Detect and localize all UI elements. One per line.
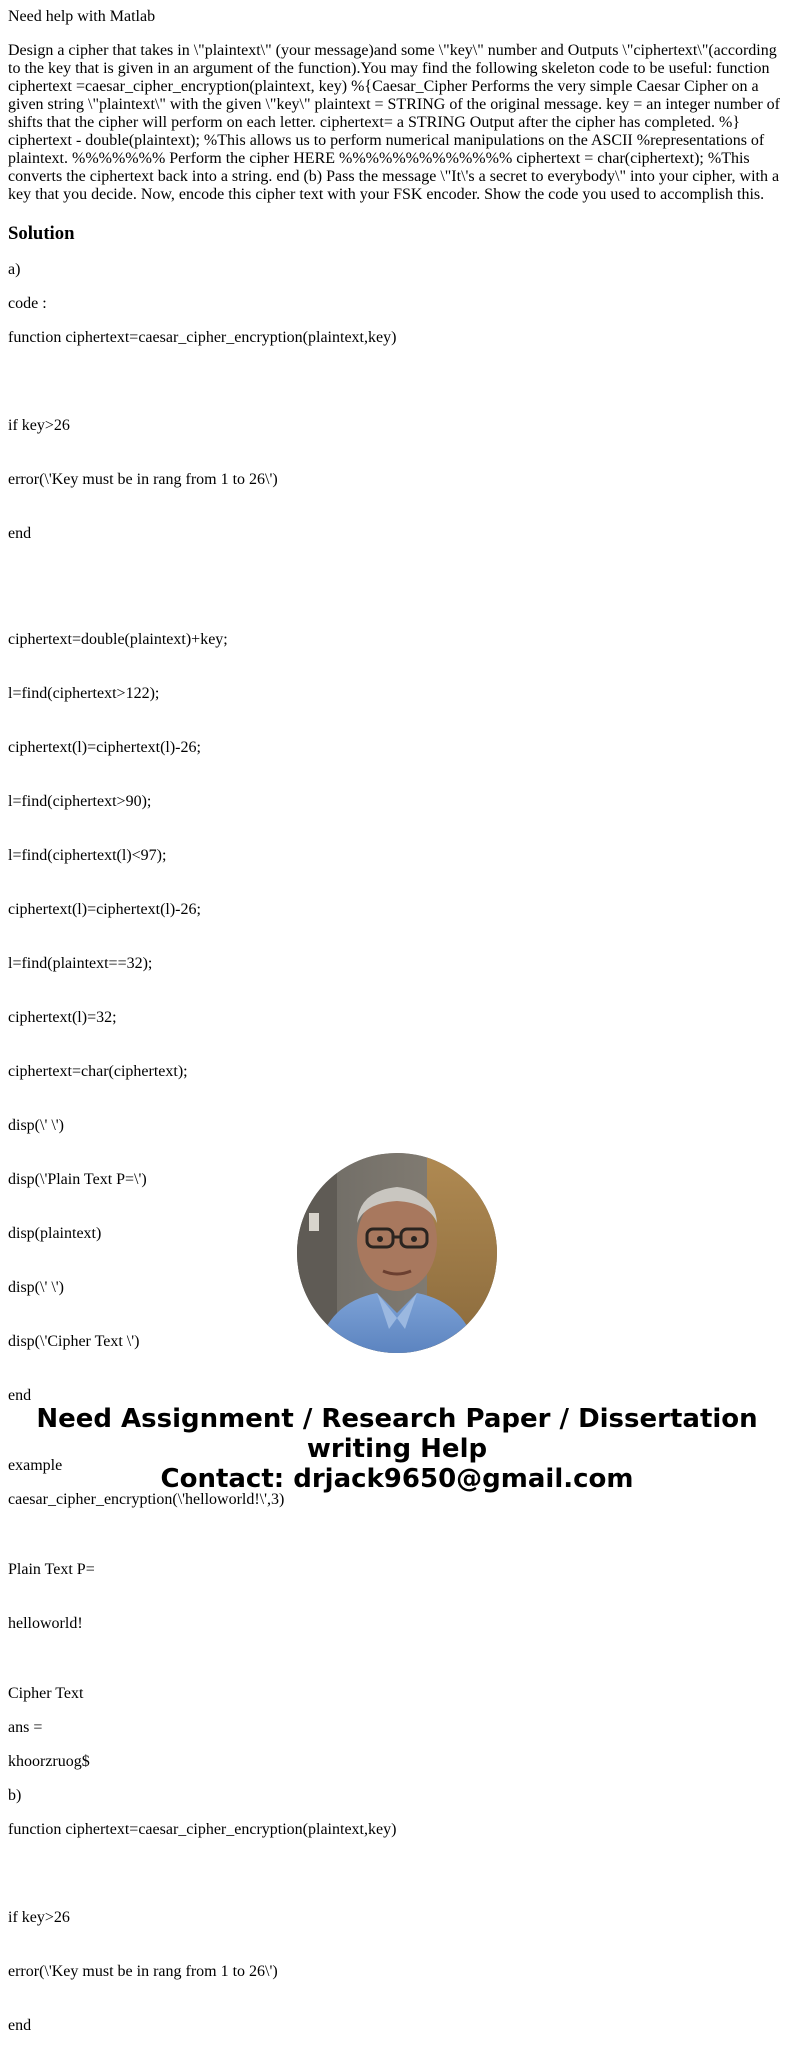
- part-a-label: a): [8, 261, 21, 278]
- example-call: caesar_cipher_encryption(\'helloworld!\',3): [8, 1491, 285, 1508]
- ans-value: khoorzruog$: [8, 1753, 90, 1770]
- help-banner: [0, 1404, 794, 1494]
- code-line: end: [8, 1387, 32, 1404]
- part-b-guard-block: [8, 1873, 786, 2071]
- blank-spacer: [8, 363, 786, 381]
- solution-heading: Solution: [8, 223, 75, 244]
- code-line: end: [8, 2017, 32, 2034]
- banner-contact: Contact: drjack9650@gmail.com: [160, 1464, 634, 1494]
- cipher-text-label: Cipher Text: [8, 1685, 84, 1702]
- banner-line: writing Help: [306, 1434, 488, 1464]
- code-line: ciphertext(l)=32;: [8, 1009, 117, 1026]
- code-line: ciphertext=char(ciphertext);: [8, 1063, 188, 1080]
- plain-text-output: [8, 1525, 786, 1669]
- code-line: disp(\'Plain Text P=\'): [8, 1171, 147, 1188]
- example-label: example: [8, 1457, 63, 1474]
- part-b-label: b): [8, 1787, 22, 1804]
- code-line: error(\'Key must be in rang from 1 to 26\'): [8, 471, 278, 488]
- key-guard-block: [8, 381, 786, 579]
- code-line: if key>26: [8, 1909, 70, 1926]
- output-line: helloworld!: [8, 1615, 83, 1632]
- question-text: Design a cipher that takes in \"plaintext\" (your message)and some \"key\" number and Outputs \"ciphertext\"(according to the key that is given in an argument of the function).You may find the following skeleton code to be useful: function ciphertext =caesar_cipher_encryption(plaintext, key) %{Caesar_Cipher Performs the very simple Caesar Cipher on a given string \"plaintext\" with the given \"key\" plaintext = STRING of the original message. key = an integer number of shifts that the cipher will perform on each letter. ciphertext= a STRING Output after the cipher has completed. %} ciphertext - double(plaintext); %This allows us to perform numerical manipulations on the ASCII %representations of plaintext. %%%%%%% Perform the cipher HERE %%%%%%%%%%%%% ciphertext = char(ciphertext); %This converts the ciphertext back into a string. end (b) Pass the message \"It\'s a secret to everybody\" into your cipher, with a key that you decide. Now, encode this cipher text with your FSK encoder. Show the code you used to accomplish this.: [8, 42, 781, 203]
- code-line: error(\'Key must be in rang from 1 to 26\'): [8, 1963, 278, 1980]
- ans-label: ans =: [8, 1719, 43, 1736]
- code-line: disp(plaintext): [8, 1225, 102, 1242]
- output-line: Plain Text P=: [8, 1561, 95, 1578]
- code-line: end: [8, 525, 32, 542]
- code-line: ciphertext(l)=ciphertext(l)-26;: [8, 901, 201, 918]
- author-avatar: [297, 1153, 497, 1353]
- part-b-signature: function ciphertext=caesar_cipher_encryption(plaintext,key): [8, 1821, 397, 1838]
- code-line: l=find(ciphertext>90);: [8, 793, 152, 810]
- code-line: l=find(ciphertext(l)<97);: [8, 847, 167, 864]
- code-line: disp(\' \'): [8, 1117, 64, 1134]
- code-line: ciphertext=double(plaintext)+key;: [8, 631, 228, 648]
- function-signature: function ciphertext=caesar_cipher_encryption(plaintext,key): [8, 329, 397, 346]
- code-line: ciphertext(l)=ciphertext(l)-26;: [8, 739, 201, 756]
- code-line: l=find(plaintext==32);: [8, 955, 153, 972]
- blank-spacer: [8, 1855, 786, 1873]
- page-title: Need help with Matlab: [8, 8, 156, 25]
- avatar-portrait-icon: [297, 1153, 497, 1353]
- code-line: if key>26: [8, 417, 70, 434]
- code-line: l=find(ciphertext>122);: [8, 685, 160, 702]
- code-label: code :: [8, 295, 47, 312]
- banner-line: Need Assignment / Research Paper / Dissertation: [36, 1404, 758, 1434]
- code-line: disp(\'Cipher Text \'): [8, 1333, 140, 1350]
- code-line: disp(\' \'): [8, 1279, 64, 1296]
